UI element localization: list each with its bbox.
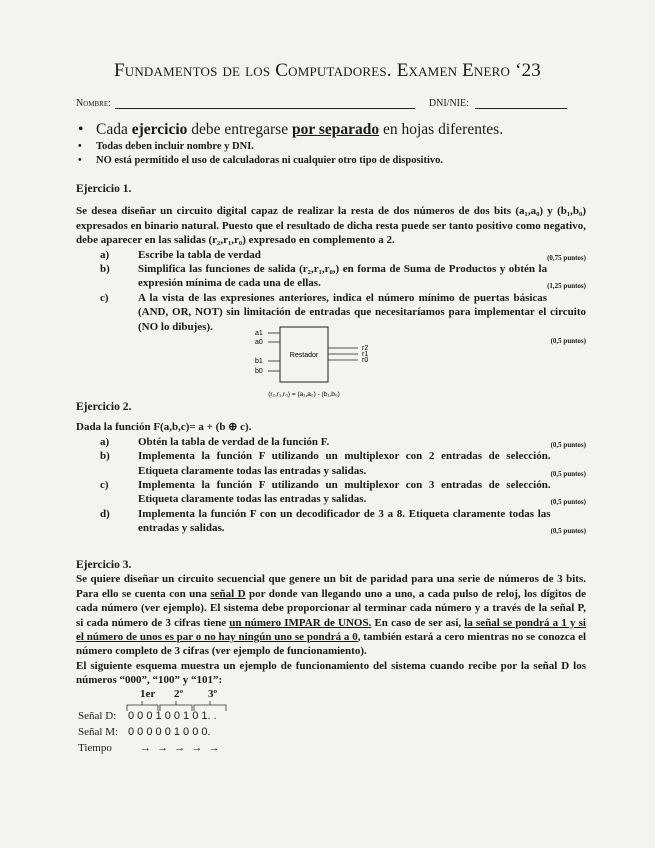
exercise-3-title: Ejercicio 3. [76, 559, 132, 571]
item-text: Simplifica las funciones de salida (r₂,r₁,r₀,) en forma de Suma de Productos y obtén la expresión mínima de cada una de ellas. [138, 263, 548, 290]
exam-title: Fundamentos de los Computadores. Examen Enero ‘23 [113, 60, 541, 81]
name-field[interactable] [115, 98, 415, 109]
signal-d-label: Señal D: [78, 710, 117, 722]
item-text: Implementa la función F con un decodificador de 3 a 8. Etiqueta claramente todas las entradas y salidas. [138, 507, 551, 535]
dni-label: DNI/NIE: [428, 98, 469, 109]
item-text: A la vista de las expresiones anteriores, indica el número mínimo de puertas básicas (AND, OR, NOT) sin limitación de entradas que necesitaríamos para implementar el circuito (NO lo dibujes). [138, 291, 586, 333]
item-label: c) [100, 479, 109, 492]
item-text: Implementa la función F utilizando un multiplexor con 3 entradas de selección. Etiqueta claramente todas las entradas y salidas. [138, 479, 551, 506]
statement-underlined: la señal se pondrá a 1 y si el número de unos es par o no hay ningún uno se pondrá a 0 [76, 616, 586, 644]
input-label: b1 [255, 358, 263, 365]
exercise-2-title: Ejercicio 2. [76, 401, 132, 413]
time-row [78, 742, 278, 758]
input-label: a0 [255, 339, 263, 346]
signal-m-label: Señal M: [78, 726, 119, 738]
item-label: d) [100, 507, 110, 520]
item-text: Obtén la tabla de verdad de la función F. [138, 435, 330, 448]
question-item [76, 478, 586, 507]
exercise-1-statement: Se desea diseñar un circuito digital capaz de realizar la resta de dos números de dos bits (a₁,a₀) y (b₁,b₀) expresados en binario natural. Puesto que el resultado de dicha resta puede ser tanto positivo como negativo, debe aparecer en las salidas (r₂,r₁,r₀) expresado en complemento a 2. [76, 205, 586, 247]
rule-emphasis: por separado [291, 121, 380, 138]
item-label: b) [100, 450, 110, 463]
rules-list [76, 120, 596, 168]
rule-text: Cada [96, 121, 132, 138]
signal-d-values: 0 0 0 1 0 0 1 0 1. . [128, 710, 217, 722]
item-text: Implementa la función F utilizando un multiplexor con 2 entradas de selección. Etiqueta claramente todas las entradas y salidas. [138, 450, 551, 477]
exercise-2-intro: Dada la función F(a,b,c)= a + (b ⊕ c). [76, 421, 252, 434]
statement-text: En caso de ser así, [371, 616, 465, 629]
exercise-3 [76, 558, 586, 688]
group-label: 2º [174, 688, 184, 700]
statement-text: por donde van llegando uno a uno, a cada pulso de reloj, los dígitos de cada número (ver ejemplo). El sistema debe proporcionar al terminar cada número y a través de la señal P, si cada número de 3 cifras tiene [76, 587, 586, 629]
output-label: r1 [362, 351, 369, 358]
exercise-1-title: Ejercicio 1. [76, 183, 132, 195]
rule-item: • Todas deben incluir nombre y DNI. [76, 140, 596, 154]
timing-example [78, 688, 278, 758]
statement-text: El siguiente esquema muestra un [76, 659, 240, 672]
item-label: c) [100, 291, 109, 304]
output-label: r0 [362, 357, 369, 364]
group-label: 1er [140, 688, 156, 700]
output-label: r2 [362, 345, 369, 352]
rule-item: • NO está permitido el uso de calculadoras ni cualquier otro tipo de dispositivo. [76, 154, 596, 168]
student-info-row [76, 98, 586, 109]
subtractor-diagram [240, 324, 420, 400]
item-text: Escribe la tabla de verdad [138, 248, 261, 261]
question-item [76, 262, 586, 291]
question-item [76, 248, 586, 262]
signal-d-row [78, 710, 278, 726]
rule-item [76, 120, 596, 140]
points: (0,5 puntos) [550, 498, 586, 507]
group-brackets [126, 700, 236, 712]
statement-text: de funcionamiento del sistema cuando recibe por la señal D los números “000”, “100” y “101”: [76, 659, 586, 687]
dni-field[interactable] [475, 98, 567, 109]
statement-underlined: señal D [210, 587, 246, 600]
group-label: 3º [208, 688, 218, 700]
points: (0,5 puntos) [550, 440, 586, 449]
question-item [76, 507, 586, 536]
points: (0,75 puntos) [547, 253, 586, 262]
diagram-caption: (r₂,r₁,r₀) = (a₁,a₀) - (b₁,b₀) [268, 391, 340, 398]
item-label: a) [100, 248, 110, 261]
statement-text: , también estará a cero mientras no se conozca el número completo de 3 cifras (ver ejemplo de funcionamiento). [76, 631, 587, 658]
points: (0,5 puntos) [550, 337, 586, 346]
time-label: Tiempo [78, 742, 112, 754]
points: (0,5 puntos) [550, 527, 586, 536]
question-item [76, 449, 586, 478]
exercise-2-items [76, 435, 586, 536]
rule-text: en hojas diferentes. [379, 121, 504, 138]
statement-emphasis: ejemplo [239, 659, 277, 672]
statement-underlined: un número IMPAR de UNOS. [229, 616, 372, 629]
time-arrows: → → → → → [140, 742, 220, 754]
group-labels [78, 688, 278, 710]
input-label: a1 [255, 330, 263, 337]
item-label: a) [100, 435, 110, 448]
name-label: Nombre: [76, 98, 111, 109]
exercise-3-statement [76, 572, 586, 658]
block-label: Restador [289, 352, 319, 359]
signal-m-row [78, 726, 278, 742]
points: (0,5 puntos) [550, 469, 586, 478]
input-label: b0 [255, 368, 263, 375]
rule-emphasis: ejercicio [131, 121, 188, 138]
rule-text: debe entregarse [187, 121, 292, 138]
signal-m-values: 0 0 0 0 0 1 0 0 0. [128, 726, 211, 738]
points: (1,25 puntos) [547, 282, 586, 291]
question-item [76, 435, 586, 449]
exercise-3-example-intro [76, 659, 586, 688]
exercise-2 [76, 400, 586, 539]
statement-text: Se quiere diseñar un circuito secuencial que genere un bit de paridad para una serie de números de 3 bits. Para ello se cuenta con una [76, 573, 586, 600]
item-label: b) [100, 263, 110, 276]
